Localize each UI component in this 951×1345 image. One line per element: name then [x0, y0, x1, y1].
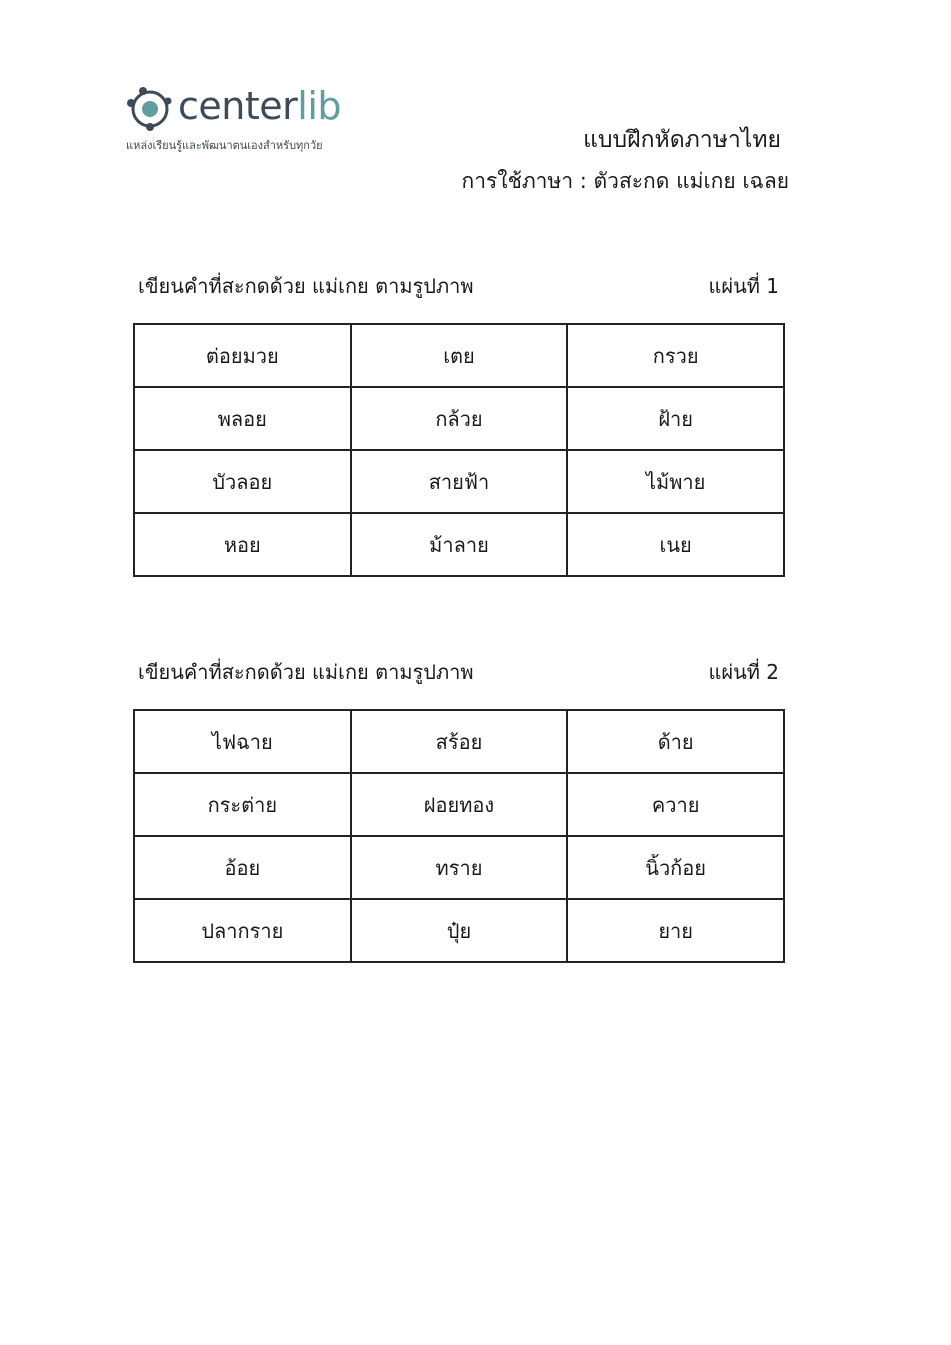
logo-wordmark: centerlib [178, 84, 342, 128]
table-row [134, 513, 784, 576]
word-cell: ยาย [567, 899, 784, 962]
word-cell: สร้อย [351, 710, 568, 773]
word-cell: กล้วย [351, 387, 568, 450]
word-cell: ฝ้าย [567, 387, 784, 450]
word-cell: ฝอยทอง [351, 773, 568, 836]
word-cell: ไฟฉาย [134, 710, 351, 773]
table-row [134, 899, 784, 962]
logo-tagline: แหล่งเรียนรู้และพัฒนาตนเองสำหรับทุกวัย [126, 139, 323, 152]
table-row [134, 387, 784, 450]
word-cell: ด้าย [567, 710, 784, 773]
word-cell: เนย [567, 513, 784, 576]
sheet-1-label: แผ่นที่ 1 [708, 274, 779, 298]
logo [124, 82, 374, 162]
sheet-2-label: แผ่นที่ 2 [708, 660, 779, 684]
word-cell: ปุ๋ย [351, 899, 568, 962]
table-row [134, 324, 784, 387]
word-cell: หอย [134, 513, 351, 576]
page-title: แบบฝึกหัดภาษาไทย [583, 127, 781, 153]
word-cell: กรวย [567, 324, 784, 387]
word-cell: สายฟ้า [351, 450, 568, 513]
word-cell: บัวลอย [134, 450, 351, 513]
word-cell: กระต่าย [134, 773, 351, 836]
sheet-1-instruction: เขียนคำที่สะกดด้วย แม่เกย ตามรูปภาพ [138, 274, 474, 298]
page-subtitle: การใช้ภาษา : ตัวสะกด แม่เกย เฉลย [461, 169, 789, 193]
word-cell: ควาย [567, 773, 784, 836]
word-cell: พลอย [134, 387, 351, 450]
word-cell: ทราย [351, 836, 568, 899]
molecule-icon [124, 82, 176, 134]
sheet-2-table [133, 709, 785, 963]
word-cell: ปลากราย [134, 899, 351, 962]
word-cell: นิ้วก้อย [567, 836, 784, 899]
word-cell: ไม้พาย [567, 450, 784, 513]
table-row [134, 450, 784, 513]
word-cell: อ้อย [134, 836, 351, 899]
sheet-1-table [133, 323, 785, 577]
word-cell: ม้าลาย [351, 513, 568, 576]
table-row [134, 710, 784, 773]
word-cell: เตย [351, 324, 568, 387]
table-row [134, 773, 784, 836]
word-cell: ต่อยมวย [134, 324, 351, 387]
sheet-2-instruction: เขียนคำที่สะกดด้วย แม่เกย ตามรูปภาพ [138, 660, 474, 684]
table-row [134, 836, 784, 899]
